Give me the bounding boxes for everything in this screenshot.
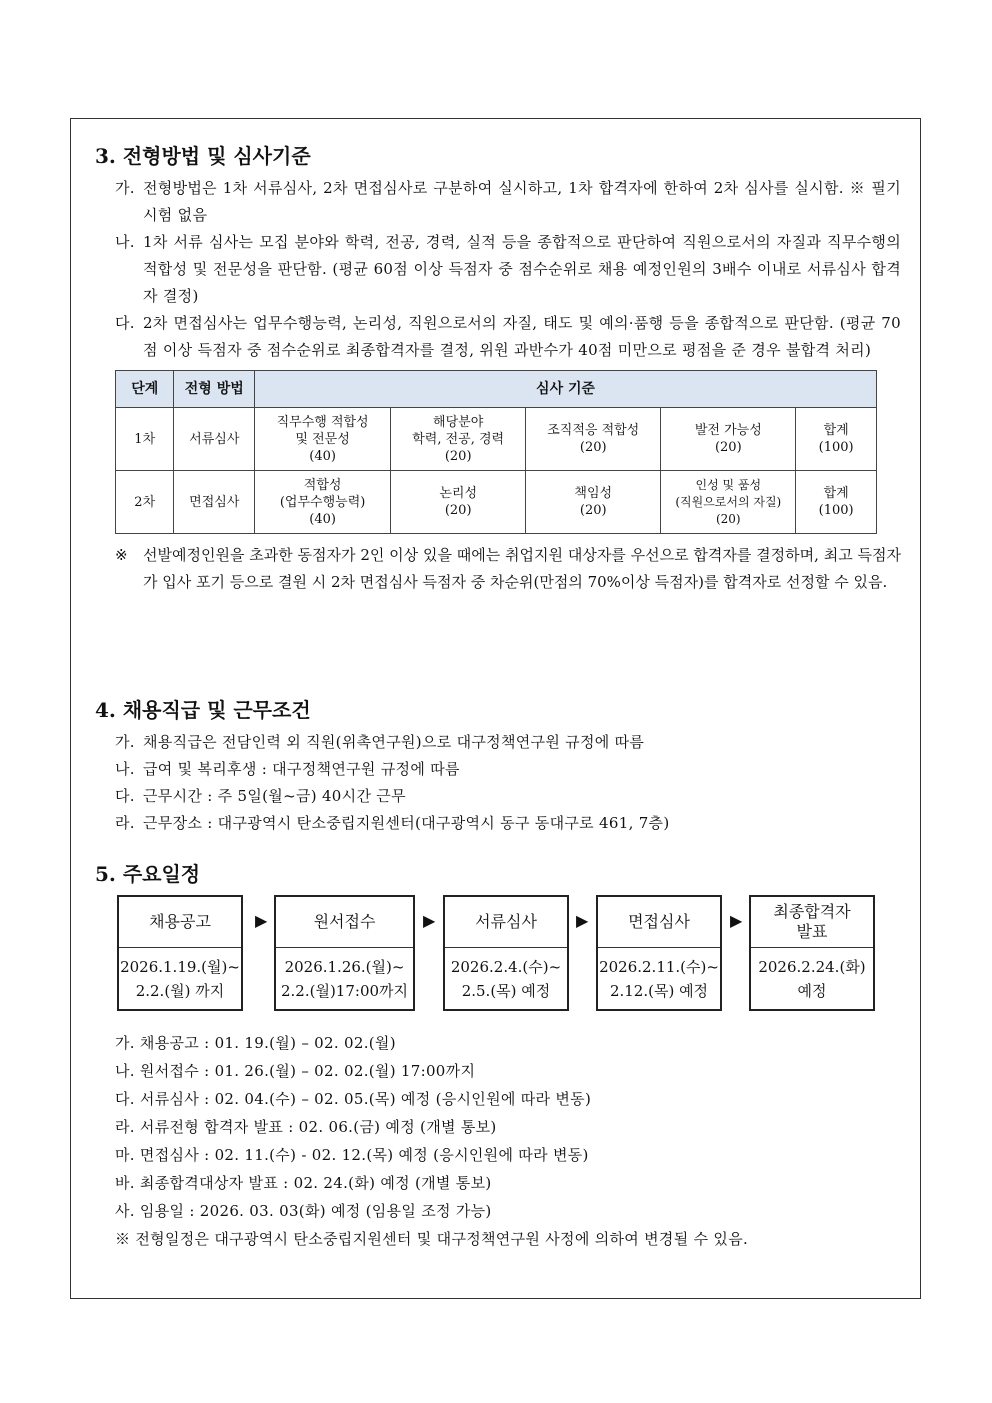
section-3-item-c (115, 310, 901, 364)
item-marker: 나. (115, 760, 135, 778)
schedule-item: 마. 면접심사 : 02. 11.(수) - 02. 12.(목) 예정 (응시인원에 따라 변동) (115, 1146, 589, 1164)
cell-criterion: 인성 및 품성 (직원으로서의 자질) (20) (661, 471, 796, 534)
section-5-title: 5. 주요일정 (95, 862, 201, 886)
schedule-item: 가. 채용공고 : 01. 19.(월) – 02. 02.(월) (115, 1034, 396, 1052)
flow-step-label: 원서접수 (276, 897, 413, 948)
flow-step-date: 2026.1.26.(월)~ 2.2.(월)17:00까지 (280, 958, 409, 1000)
schedule-item: 다. 서류심사 : 02. 04.(수) – 02. 05.(목) 예정 (응시인원에 따라 변동) (115, 1090, 592, 1108)
cell-criterion: 책임성 (20) (526, 471, 661, 534)
flow-step-label: 서류심사 (445, 897, 567, 948)
section-4-item-c (115, 783, 901, 810)
schedule-item: 사. 임용일 : 2026. 03. 03(화) 예정 (임용일 조정 가능) (115, 1202, 492, 1220)
item-marker: 가. (115, 179, 135, 197)
section-4-item-d (115, 810, 901, 837)
cell-criterion: 발전 가능성 (20) (661, 408, 796, 471)
schedule-note: ※ 전형일정은 대구광역시 탄소중립지원센터 및 대구정책연구원 사정에 의하여 변경될 수 있음. (115, 1230, 749, 1248)
header-method: 전형 방법 (174, 371, 255, 408)
item-text: 채용직급은 전담인력 외 직원(위촉연구원)으로 대구정책연구원 규정에 따름 (143, 733, 645, 751)
note-text: 선발예정인원을 초과한 동점자가 2인 이상 있을 때에는 취업지원 대상자를 우선으로 합격자를 결정하며, 최고 득점자가 입사 포기 등으로 결원 시 2차 면접심사 득점자 중 차순위(만점의 70%이상 득점자)를 합격자로 선정할 수 있음. (143, 546, 901, 591)
header-criteria: 심사 기준 (255, 371, 877, 408)
section-3-item-a (115, 175, 901, 229)
item-marker: 라. (115, 814, 135, 832)
flow-step-date: 2026.2.4.(수)~ 2.5.(목) 예정 (450, 958, 562, 1000)
flow-step-announcement (117, 895, 243, 1011)
flow-step-label: 채용공고 (119, 897, 241, 948)
item-text: 급여 및 복리후생 : 대구정책연구원 규정에 따름 (143, 760, 460, 778)
item-text: 근무장소 : 대구광역시 탄소중립지원센터(대구광역시 동구 동대구로 461, 7층) (143, 814, 670, 832)
tie-break-note (115, 542, 901, 596)
cell-criterion: 직무수행 적합성 및 전문성 (40) (255, 408, 391, 471)
flow-step-date: 2026.2.24.(화) 예정 (758, 958, 866, 1000)
flow-step-label: 면접심사 (598, 897, 720, 948)
item-text: 1차 서류 심사는 모집 분야와 학력, 전공, 경력, 실적 등을 종합적으로 판단하여 직원으로서의 자질과 직무수행의 적합성 및 전문성을 판단함. (평균 60점 이상 득점자 중 점수순위로 채용 예정인원의 3배수 이내로 서류심사 합격자 결정) (143, 233, 901, 305)
item-marker: 다. (115, 314, 135, 332)
schedule-item: 나. 원서접수 : 01. 26.(월) – 02. 02.(월) 17:00까지 (115, 1062, 476, 1080)
section-3-title: 3. 전형방법 및 심사기준 (95, 144, 311, 168)
cell-method: 면접심사 (174, 471, 255, 534)
flow-step-final-announcement (749, 895, 875, 1011)
table-row (116, 408, 877, 471)
cell-criterion: 조직적응 적합성 (20) (526, 408, 661, 471)
cell-criterion: 논리성 (20) (391, 471, 526, 534)
item-text: 전형방법은 1차 서류심사, 2차 면접심사로 구분하여 실시하고, 1차 합격자에 한하여 2차 심사를 실시함. ※ 필기시험 없음 (143, 179, 901, 224)
item-marker: 가. (115, 733, 135, 751)
flow-step-date: 2026.1.19.(월)~ 2.2.(월) 까지 (120, 958, 240, 1000)
flow-step-label: 최종합격자 발표 (751, 897, 873, 948)
flow-step-interview (596, 895, 722, 1011)
item-marker: 나. (115, 233, 135, 251)
arrow-right-icon: ▶ (730, 911, 743, 930)
cell-total: 합계 (100) (796, 471, 877, 534)
section-4-item-b (115, 756, 901, 783)
flow-step-date: 2026.2.11.(수)~ 2.12.(목) 예정 (599, 958, 719, 1000)
cell-criterion: 해당분야 학력, 전공, 경력 (20) (391, 408, 526, 471)
item-text: 2차 면접심사는 업무수행능력, 논리성, 직원으로서의 자질, 태도 및 예의·품행 등을 종합적으로 판단함. (평균 70점 이상 득점자 중 점수순위로 최종합격자를 결정, 위원 과반수가 40점 미만으로 평점을 준 경우 불합격 처리) (143, 314, 901, 359)
table-row (116, 471, 877, 534)
note-marker: ※ (115, 546, 128, 564)
section-4-item-a (115, 729, 901, 756)
arrow-right-icon: ▶ (255, 911, 268, 930)
cell-stage: 2차 (116, 471, 174, 534)
cell-criterion: 적합성 (업무수행능력) (40) (255, 471, 391, 534)
section-4-title: 4. 채용직급 및 근무조건 (95, 698, 311, 722)
table-header-row (116, 371, 877, 408)
section-position-conditions (95, 695, 901, 837)
cell-method: 서류심사 (174, 408, 255, 471)
cell-total: 합계 (100) (796, 408, 877, 471)
document-content (95, 141, 901, 1253)
header-stage: 단계 (116, 371, 174, 408)
section-selection-method (95, 141, 901, 689)
section-3-item-b (115, 229, 901, 310)
flow-step-document-review (443, 895, 569, 1011)
flow-step-application (274, 895, 415, 1011)
schedule-flow (95, 895, 901, 1025)
arrow-right-icon: ▶ (576, 911, 589, 930)
criteria-table (115, 370, 877, 534)
section-schedule (95, 859, 901, 1253)
cell-stage: 1차 (116, 408, 174, 471)
item-marker: 다. (115, 787, 135, 805)
arrow-right-icon: ▶ (423, 911, 436, 930)
item-text: 근무시간 : 주 5일(월~금) 40시간 근무 (143, 787, 406, 805)
schedule-list (115, 1029, 901, 1253)
schedule-item: 라. 서류전형 합격자 발표 : 02. 06.(금) 예정 (개별 통보) (115, 1118, 497, 1136)
schedule-item: 바. 최종합격대상자 발표 : 02. 24.(화) 예정 (개별 통보) (115, 1174, 492, 1192)
document-frame (70, 118, 921, 1299)
